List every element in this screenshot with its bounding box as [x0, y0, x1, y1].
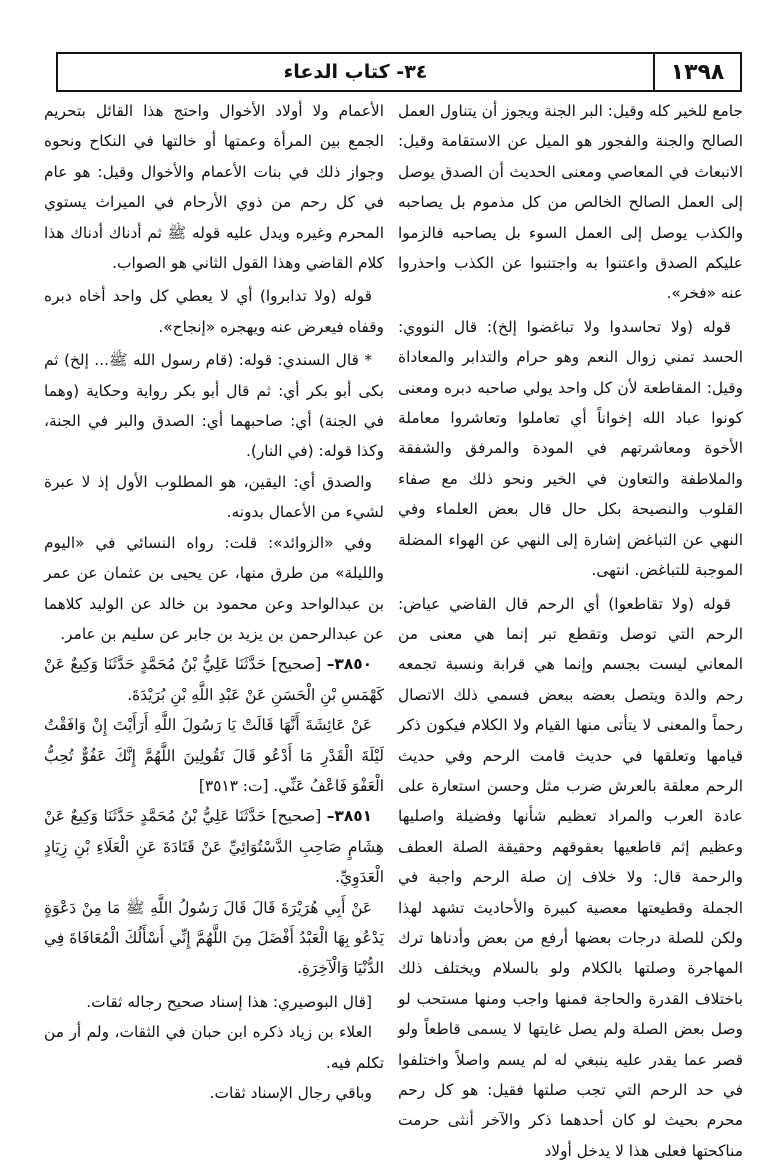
left-paragraph-3: * قال السندي: قوله: (قام رسول الله ﷺ... إلخ) ثم بكى أبو بكر أي: ثم قال أبو بكر رواية وحكاية (وهما في الجنة) أي: صاحبهما أي: الصدق والبر في الجنة، وكذا قوله: (في النار). — [44, 345, 384, 467]
right-paragraph-1: جامع للخير كله وقيل: البر الجنة ويجوز أن يتناول العمل الصالح والجنة والفجور هو الميل عن الاستقامة وقيل: الانبعاث في المعاصي ومعنى الحديث أن الصدق يوصل إلى العمل الصالح الخالص من كل مذموم بل يصاحبه والكذب يوصل إلى العمل السوء بل يصاحبه فالزموا عليكم الصدق واعتنوا به واجتنبوا عن الكذب واحذروا عنه «فخر». — [398, 96, 743, 309]
left-column — [44, 96, 384, 1108]
left-paragraph-5: وفي «الزوائد»: قلت: رواه النسائي في «اليوم والليلة» من طرق منها، عن يحيى بن عثمان عن عمر بن عبدالواحد وعن محمود بن خالد عن الوليد كلاهما عن عبدالرحمن بن يزيد بن جابر عن سليم بن عامر. — [44, 528, 384, 650]
page-header — [56, 52, 742, 92]
hadith-3851 — [44, 801, 384, 892]
hadith-number: ٣٨٥١– — [327, 807, 372, 825]
page-number: ١٣٩٨ — [653, 54, 740, 90]
hadith-3850-matn: عَنْ عَائِشَةَ أَنَّهَا قَالَتْ يَا رَسُولَ اللَّهِ أَرَأَيْتَ إِنْ وَافَقْتُ لَيْلَةَ الْقَدْرِ مَا أَدْعُو قَالَ تَقُولِينَ اللَّهُمَّ إِنَّكَ عَفُوٌّ تُحِبُّ الْعَفْوَ فَاعْفُ عَنِّي. [ت: ٣٥١٣] — [44, 710, 384, 801]
left-paragraph-1: الأعمام ولا أولاد الأخوال واحتج هذا القائل بتحريم الجمع بين المرأة وعمتها أو خالتها في النكاح ونحوه وجواز ذلك في بنات الأعمام والأخوال وقيل: هو عام في كل رحم من ذوي الأرحام في الميراث يستوي المحرم وغيره ويدل عليه قوله ﷺ ثم أدناك أدناك هذا كلام القاضي وهذا القول الثاني هو الصواب. — [44, 96, 384, 278]
left-paragraph-6: [قال البوصيري: هذا إسناد صحيح رجاله ثقات. — [44, 987, 384, 1017]
right-paragraph-2: قوله (ولا تحاسدوا ولا تباغضوا إلخ): قال النووي: الحسد تمني زوال النعم وهو حرام والتدابر والمعاداة وقيل: المقاطعة لأن كل واحد يولي صاحبه دبره ومعنى كونوا عباد الله إخواناً أي تعاملوا وتعاشروا معاملة الأخوة ومعاشرتهم في المودة والمرفق والشفقة والملاطفة والتعاون في الخير ونحو ذلك مع صفاء القلوب والنصيحة بكل حال قال بعض العلماء وفي النهي عن التباغض إشارة إلى النهي عن الهواء المضلة الموجبة للتباغض. انتهى. — [398, 312, 743, 586]
hadith-number: ٣٨٥٠– — [327, 655, 372, 673]
left-paragraph-7: العلاء بن زياد ذكره ابن حبان في الثقات، ولم أر من تكلم فيه. — [44, 1017, 384, 1078]
left-paragraph-4: والصدق أي: اليقين، هو المطلوب الأول إذ لا عبرة لشيء من الأعمال بدونه. — [44, 467, 384, 528]
left-paragraph-2: قوله (ولا تدابروا) أي لا يعطي كل واحد أخاه دبره وقفاه فيعرض عنه ويهجره «إنجاح». — [44, 281, 384, 342]
chapter-title: ٣٤- كتاب الدعاء — [58, 61, 653, 83]
hadith-isnad: [صحيح] حَدَّثَنَا عَلِيُّ بْنُ مُحَمَّدٍ حَدَّثَنَا وَكِيعٌ عَنْ كَهْمَسِ بْنِ الْحَسَنِ عَنْ عَبْدِ اللَّهِ بْنِ بُرَيْدَةَ. — [44, 655, 384, 703]
right-column — [398, 96, 743, 1166]
hadith-3851-matn: عَنْ أَبِي هُرَيْرَةَ قَالَ قَالَ رَسُولُ اللَّهِ ﷺ مَا مِنْ دَعْوَةٍ يَدْعُو بِهَا الْعَبْدُ أَفْضَلَ مِنَ اللَّهُمَّ إِنِّي أَسْأَلُكَ الْمُعَافَاةَ فِي الدُّنْيَا وَالْآخِرَةِ. — [44, 893, 384, 984]
hadith-isnad: [صحيح] حَدَّثَنَا عَلِيُّ بْنُ مُحَمَّدٍ حَدَّثَنَا وَكِيعٌ عَنْ هِشَامٍ صَاحِبِ الدَّسْتُوَائِيِّ عَنْ قَتَادَةَ عَنِ الْعَلَاءِ بْنِ زِيَادٍ الْعَدَوِيِّ. — [44, 807, 384, 886]
hadith-3850 — [44, 649, 384, 710]
left-paragraph-8: وباقي رجال الإسناد ثقات. — [44, 1078, 384, 1108]
right-paragraph-3: قوله (ولا تقاطعوا) أي الرحم قال القاضي عياض: الرحم التي توصل وتقطع تبر إنما هي معنى من المعاني ليست بجسم وإنما هي قرابة ونسبة تجمعه رحم والدة ويتصل بعضه ببعض فسمي ذلك الاتصال رحماً والمعنى لا يتأتى منها القيام ولا الكلام فيكون ذكر قيامها وتعلقها في حديث قامت الرحم وفي حديث الرحم معلقة بالعرش ضرب مثل وحسن استعارة على عادة العرب والمراد تعظيم شأنها وفضيلة واصليها وعظيم إثم قاطعيها بعقوقهم وحقيقة الصلة العطف والرحمة قال: ولا خلاف إن صلة الرحم واجبة في الجملة وقطيعتها معصية كبيرة والأحاديث تشهد لهذا ولكن للصلة درجات بعضها أرفع من بعض وأدناها ترك المهاجرة وصلتها بالكلام ولو بالسلام ويختلف ذلك باختلاف القدرة والحاجة فمنها واجب ومنها مستحب لو وصل بعض الصلة ولم يصل غايتها لا يسمى قاطعاً ولو قصر عما يقدر عليه ينبغي له لم يسم واصلاً واختلفوا في حد الرحم التي تجب صلتها فقيل: هو كل رحم محرم بحيث لو كان أحدهما ذكر والآخر أنثى حرمت مناكحتها فعلى هذا لا يدخل أولاد — [398, 589, 743, 1166]
